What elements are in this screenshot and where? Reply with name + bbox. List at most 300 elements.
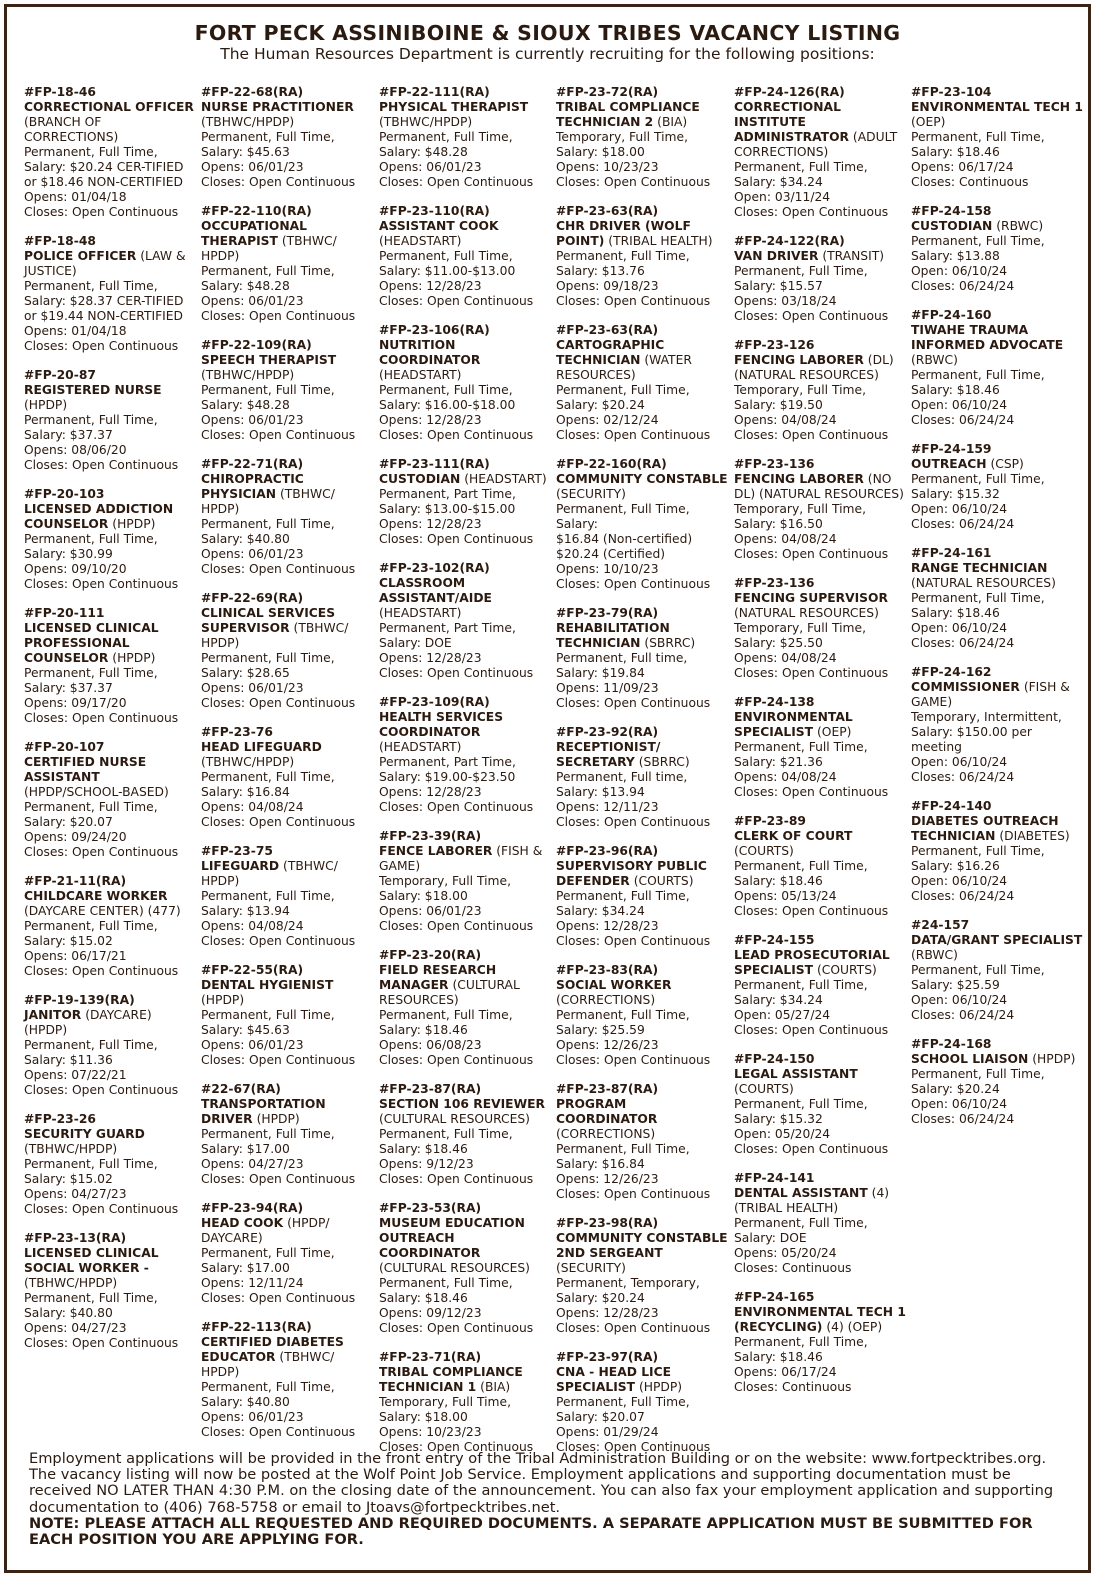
job-listing xyxy=(201,457,373,577)
job-title-line xyxy=(379,963,551,1008)
job-listing xyxy=(24,1231,196,1351)
job-title: FENCING SUPERVISOR xyxy=(734,591,888,605)
job-detail: Permanent, Full time, xyxy=(556,651,688,665)
job-department: (DL) (NATURAL RESOURCES) xyxy=(734,353,894,382)
job-title: MUSEUM EDUCATION OUTREACH COORDINATOR xyxy=(379,1216,525,1260)
job-detail: Salary: $19.50 xyxy=(734,398,823,412)
job-title-line xyxy=(556,100,728,130)
job-listing xyxy=(556,323,728,443)
job-detail: Opens: 07/22/21 xyxy=(24,1068,127,1082)
job-detail: Permanent, Full Time, xyxy=(734,1097,868,1111)
job-detail: Closes: Open Continuous xyxy=(201,934,356,948)
job-detail: Opens: 05/20/24 xyxy=(734,1246,837,1260)
job-detail: Closes: 06/24/24 xyxy=(911,413,1015,427)
job-detail: Salary: $15.02 xyxy=(24,934,113,948)
job-detail: Closes: Open Continuous xyxy=(556,1440,711,1454)
job-department: (DAYCARE) (HPDP) xyxy=(24,1008,152,1037)
job-listing xyxy=(734,695,906,800)
job-detail: Opens: 04/08/24 xyxy=(201,919,304,933)
job-title: CNA - HEAD LICE SPECIALIST xyxy=(556,1365,672,1394)
job-detail: Opens: 06/01/23 xyxy=(201,294,304,308)
job-listing xyxy=(911,918,1083,1023)
job-listing xyxy=(24,993,196,1098)
job-department: (CULTURAL RESOURCES) xyxy=(379,1112,530,1126)
job-detail: Salary: $16.50 xyxy=(734,517,823,531)
job-title: JANITOR xyxy=(24,1008,82,1022)
job-detail: Salary: $15.32 xyxy=(734,1112,823,1126)
job-detail: Opens: 01/04/18 xyxy=(24,324,127,338)
job-detail: Salary: xyxy=(556,517,598,531)
job-department: (TBHWC/ HPDP) xyxy=(201,859,338,888)
job-detail: Opens: 12/28/23 xyxy=(379,785,482,799)
job-detail: Opens: 06/01/23 xyxy=(201,547,304,561)
job-detail: Salary: DOE xyxy=(734,1231,807,1245)
job-detail: Closes: 06/24/24 xyxy=(911,889,1015,903)
job-detail: Opens: 06/01/23 xyxy=(201,160,304,174)
job-detail: Permanent, Full Time, xyxy=(201,383,335,397)
job-listing xyxy=(24,85,196,220)
job-title-line xyxy=(734,249,906,264)
job-code: #FP-23-92(RA) xyxy=(556,725,659,739)
job-listing xyxy=(556,1082,728,1202)
job-detail: Opens: 12/26/23 xyxy=(556,1172,659,1186)
job-detail: Opens: 01/04/18 xyxy=(24,190,127,204)
job-detail: Permanent, Full Time, xyxy=(379,1008,513,1022)
job-detail: Permanent, Full Time, xyxy=(734,859,868,873)
job-listing xyxy=(201,844,373,949)
job-department: (TBHWC/ HPDP) xyxy=(201,487,335,516)
job-title: CHR DRIVER (WOLF POINT) xyxy=(556,219,691,248)
job-detail: Opens: 09/24/20 xyxy=(24,830,127,844)
job-code: #FP-18-46 xyxy=(24,85,96,99)
job-title-line xyxy=(556,978,728,1008)
job-detail: Closes: Open Continuous xyxy=(201,309,356,323)
job-detail: Open: 03/11/24 xyxy=(734,190,831,204)
job-department: (NATURAL RESOURCES) xyxy=(734,606,879,620)
job-detail: Open: 06/10/24 xyxy=(911,755,1008,769)
job-title-line xyxy=(24,755,196,800)
job-code: #FP-22-111(RA) xyxy=(379,85,490,99)
job-listing xyxy=(24,606,196,726)
job-department: (RBWC) xyxy=(911,948,958,962)
job-title-line xyxy=(24,621,196,666)
job-listing xyxy=(379,457,551,547)
job-title-line xyxy=(911,1052,1083,1067)
job-title: COMMISSIONER xyxy=(911,680,1020,694)
job-detail: Salary: $28.37 CER-TIFIED or $19.44 NON-CERTIFIED xyxy=(24,294,184,323)
job-department: (FISH & GAME) xyxy=(911,680,1070,709)
job-title: OUTREACH xyxy=(911,457,987,471)
job-detail: Closes: Open Continuous xyxy=(556,815,711,829)
job-title: HEAD COOK xyxy=(201,1216,284,1230)
job-code: #FP-24-160 xyxy=(911,308,992,322)
job-detail: Salary: $40.80 xyxy=(24,1306,113,1320)
job-title: FENCE LABORER xyxy=(379,844,493,858)
job-title: CHILDCARE WORKER xyxy=(24,889,168,903)
job-listing xyxy=(379,561,551,681)
job-detail: Permanent, Full Time, xyxy=(911,844,1045,858)
job-title-line xyxy=(911,561,1083,591)
job-detail: Opens: 12/28/23 xyxy=(379,651,482,665)
job-detail: Permanent, Full Time, xyxy=(734,978,868,992)
job-department: (TBHWC/HPDP) xyxy=(379,115,473,129)
footer-instructions: Employment applications will be provided in the front entry of the Tribal Administration Building or on the website: www.fortpecktribes.org. The vacancy listing will now be posted at the Wolf Point Job Service. Employment applications and supporting documentation must be received NO LATER THAN 4:30 P.M. on the closing date of the announcement. You can also fax your employment application and supporting documentation to (406) 768-5758 or email to Jtoavs@fortpecktribes.net. xyxy=(29,1450,1054,1516)
job-department: (HEADSTART) xyxy=(464,472,547,486)
job-detail: Closes: Continuous xyxy=(734,1261,852,1275)
job-title: TRIBAL COMPLIANCE TECHNICIAN 1 xyxy=(379,1365,523,1394)
job-detail: Closes: Open Continuous xyxy=(201,696,356,710)
job-code: #FP-23-106(RA) xyxy=(379,323,490,337)
job-detail: Permanent, Full Time, xyxy=(734,1335,868,1349)
job-detail: Temporary, Full Time, xyxy=(556,130,688,144)
job-title-line xyxy=(379,1365,551,1395)
job-code: #FP-20-107 xyxy=(24,740,105,754)
job-code: #FP-23-87(RA) xyxy=(556,1082,659,1096)
job-detail: Opens: 04/08/24 xyxy=(734,532,837,546)
job-title-line xyxy=(556,859,728,889)
page-subtitle: The Human Resources Department is currently recruiting for the following positions: xyxy=(220,45,875,63)
job-code: #FP-22-110(RA) xyxy=(201,204,312,218)
job-detail: Closes: Open Continuous xyxy=(379,294,534,308)
job-detail: Permanent, Full Time, xyxy=(911,472,1045,486)
job-detail: Temporary, Full Time, xyxy=(379,874,511,888)
job-listing xyxy=(379,1350,551,1455)
job-detail: Opens: 06/01/23 xyxy=(201,1038,304,1052)
job-title-line xyxy=(379,710,551,755)
job-listing xyxy=(734,1052,906,1157)
job-detail: Closes: Open Continuous xyxy=(24,1083,179,1097)
job-detail: Permanent, Full Time, xyxy=(556,1395,690,1409)
job-detail: Permanent, Part Time, xyxy=(379,621,516,635)
job-code: #FP-23-39(RA) xyxy=(379,829,482,843)
job-title-line xyxy=(24,383,196,413)
job-department: (LAW & JUSTICE) xyxy=(24,249,186,278)
job-detail: Permanent, Full Time, xyxy=(734,1216,868,1230)
job-column-1 xyxy=(24,85,196,1365)
job-department: (HPDP) xyxy=(1032,1052,1076,1066)
job-title: CORRECTIONAL INSTITUTE ADMINISTRATOR xyxy=(734,100,849,144)
job-detail: Permanent, Full Time, xyxy=(911,130,1045,144)
job-code: #FP-23-20(RA) xyxy=(379,948,482,962)
job-detail: Salary: $18.00 xyxy=(556,145,645,159)
job-detail: Closes: 06/24/24 xyxy=(911,770,1015,784)
job-department: (HPDP) xyxy=(112,517,156,531)
job-detail: Closes: Open Continuous xyxy=(379,1440,534,1454)
job-detail: Opens: 06/01/23 xyxy=(201,1410,304,1424)
job-title: RANGE TECHNICIAN xyxy=(911,561,1048,575)
job-detail: Closes: Open Continuous xyxy=(379,800,534,814)
job-department: (CULTURAL RESOURCES) xyxy=(379,978,520,1007)
job-detail: Salary: $13.00-$15.00 xyxy=(379,502,516,516)
job-detail: Permanent, Full Time, xyxy=(201,1127,335,1141)
job-code: #FP-23-97(RA) xyxy=(556,1350,659,1364)
job-title: FENCING LABORER xyxy=(734,472,864,486)
job-department: (RBWC) xyxy=(911,353,958,367)
job-listing xyxy=(734,1290,906,1395)
job-detail: Open: 06/10/24 xyxy=(911,1097,1008,1111)
job-title-line xyxy=(201,472,373,517)
job-title: CORRECTIONAL OFFICER xyxy=(24,100,194,114)
job-detail: Opens: 06/01/23 xyxy=(379,904,482,918)
job-detail: Closes: Continuous xyxy=(734,1380,852,1394)
job-title-line xyxy=(379,219,551,249)
job-detail: Permanent, Full Time, xyxy=(201,651,335,665)
job-listing xyxy=(911,665,1083,785)
job-title: DENTAL ASSISTANT xyxy=(734,1186,868,1200)
job-listing xyxy=(201,338,373,443)
job-detail: Permanent, Full Time, xyxy=(556,1008,690,1022)
job-listing xyxy=(201,963,373,1068)
job-detail: Salary: $16.84 xyxy=(556,1157,645,1171)
job-code: #FP-23-63(RA) xyxy=(556,204,659,218)
job-title: ENVIRONMENTAL TECH 1 xyxy=(911,100,1083,114)
job-title: ENVIRONMENTAL SPECIALIST xyxy=(734,710,853,739)
job-code: #FP-24-138 xyxy=(734,695,815,709)
job-title-line xyxy=(201,1335,373,1380)
job-detail: Permanent, Full Time, xyxy=(379,249,513,263)
job-detail: Permanent, Full Time, xyxy=(24,1291,158,1305)
job-detail: Open: 06/10/24 xyxy=(911,993,1008,1007)
job-detail: Permanent, Full Time, xyxy=(201,264,335,278)
job-listing xyxy=(24,487,196,592)
job-title-line xyxy=(911,323,1083,368)
job-detail: Salary: $19.84 xyxy=(556,666,645,680)
job-detail: Opens: 9/12/23 xyxy=(379,1157,474,1171)
job-title-line xyxy=(379,1097,551,1127)
job-listing xyxy=(24,1112,196,1217)
job-title-line xyxy=(556,740,728,770)
job-title: CUSTODIAN xyxy=(911,219,993,233)
job-title: PROGRAM COORDINATOR xyxy=(556,1097,658,1126)
job-department: (HPDP) xyxy=(256,1112,300,1126)
job-detail: Salary: $16.84 xyxy=(201,785,290,799)
job-detail: Salary: $18.46 xyxy=(379,1023,468,1037)
job-code: #FP-23-63(RA) xyxy=(556,323,659,337)
job-listing xyxy=(201,85,373,190)
job-code: #FP-22-160(RA) xyxy=(556,457,667,471)
job-column-5 xyxy=(734,85,906,1409)
job-listing xyxy=(556,457,728,592)
job-code: #24-157 xyxy=(911,918,970,932)
job-department: (NATURAL RESOURCES) xyxy=(911,576,1056,590)
job-detail: Salary: $40.80 xyxy=(201,532,290,546)
job-title: SOCIAL WORKER xyxy=(556,978,672,992)
job-department: (TBHWC/HPDP) xyxy=(24,1276,118,1290)
job-detail: Permanent, Temporary, xyxy=(556,1276,700,1290)
job-detail: Closes: Open Continuous xyxy=(734,547,889,561)
job-detail: Closes: Open Continuous xyxy=(734,785,889,799)
job-code: #FP-23-87(RA) xyxy=(379,1082,482,1096)
job-listing xyxy=(379,948,551,1068)
job-listing xyxy=(556,1350,728,1455)
job-detail: Opens: 11/09/23 xyxy=(556,681,659,695)
job-department: (TBHWC/HPDP) xyxy=(201,755,295,769)
job-detail: Closes: Open Continuous xyxy=(201,175,356,189)
job-code: #FP-23-126 xyxy=(734,338,815,352)
job-detail: Opens: 12/28/23 xyxy=(379,517,482,531)
job-detail: Opens: 09/10/20 xyxy=(24,562,127,576)
job-detail: Salary: $20.07 xyxy=(556,1410,645,1424)
job-department: (BRANCH OF CORRECTIONS) xyxy=(24,115,119,144)
job-detail: Salary: $18.46 xyxy=(734,1350,823,1364)
job-code: #FP-22-113(RA) xyxy=(201,1320,312,1334)
job-title: FIELD RESEARCH MANAGER xyxy=(379,963,497,992)
job-detail: Salary: $13.94 xyxy=(201,904,290,918)
job-detail: Opens: 04/08/24 xyxy=(734,413,837,427)
job-code: #FP-23-71(RA) xyxy=(379,1350,482,1364)
job-detail: Open: 06/10/24 xyxy=(911,874,1008,888)
job-department: (HPDP) xyxy=(112,651,156,665)
job-detail: Permanent, Full Time, xyxy=(734,264,868,278)
job-detail: Opens: 10/23/23 xyxy=(379,1425,482,1439)
job-detail: Closes: Open Continuous xyxy=(24,458,179,472)
job-title-line xyxy=(556,1097,728,1142)
job-code: #FP-24-158 xyxy=(911,204,992,218)
job-detail: Closes: Open Continuous xyxy=(556,294,711,308)
job-detail: Permanent, Full Time, xyxy=(379,130,513,144)
job-department: (TBHWC/HPDP) xyxy=(24,1142,118,1156)
job-detail: Salary: $20.24 CER-TIFIED or $18.46 NON-CERTIFIED xyxy=(24,160,184,189)
job-detail: Salary: $34.24 xyxy=(734,993,823,1007)
job-listing xyxy=(556,606,728,711)
job-detail: Permanent, Full time, xyxy=(556,770,688,784)
job-title: DENTAL HYGIENIST xyxy=(201,978,334,992)
job-detail: Closes: 06/24/24 xyxy=(911,1112,1015,1126)
job-title: SECURITY GUARD xyxy=(24,1127,145,1141)
job-code: #FP-22-71(RA) xyxy=(201,457,304,471)
job-title: COMMUNITY CONSTABLE xyxy=(556,472,728,486)
job-detail: Salary: $17.00 xyxy=(201,1142,290,1156)
job-detail: Closes: Open Continuous xyxy=(734,1142,889,1156)
job-detail: Salary: $15.32 xyxy=(911,487,1000,501)
job-title-line xyxy=(734,1067,906,1097)
job-title: CLERK OF COURT xyxy=(734,829,853,843)
job-title-line xyxy=(24,1246,196,1291)
job-listing xyxy=(24,234,196,354)
job-department: (TBHWC/ HPDP) xyxy=(201,1350,335,1379)
job-detail: Permanent, Full Time, xyxy=(24,800,158,814)
job-detail: Closes: Open Continuous xyxy=(556,1187,711,1201)
job-detail: Open: 05/20/24 xyxy=(734,1127,831,1141)
job-title: OCCUPATIONAL THERAPIST xyxy=(201,219,307,248)
job-department: (OEP) xyxy=(816,725,852,739)
job-code: #FP-24-126(RA) xyxy=(734,85,845,99)
job-detail: Open: 06/10/24 xyxy=(911,621,1008,635)
job-detail: Salary: $18.46 xyxy=(734,874,823,888)
job-detail: Closes: Open Continuous xyxy=(379,666,534,680)
job-detail: Closes: Open Continuous xyxy=(24,205,179,219)
job-detail: Closes: 06/24/24 xyxy=(911,517,1015,531)
job-detail: Salary: $37.37 xyxy=(24,681,113,695)
job-code: #FP-23-96(RA) xyxy=(556,844,659,858)
job-title: DATA/GRANT SPECIALIST xyxy=(911,933,1083,947)
job-code: #FP-23-104 xyxy=(911,85,992,99)
job-detail: Closes: Open Continuous xyxy=(379,1172,534,1186)
job-title: ENVIRONMENTAL TECH 1 (RECYCLING) xyxy=(734,1305,906,1334)
job-detail: Opens: 12/28/23 xyxy=(556,919,659,933)
job-title-line xyxy=(201,978,373,1008)
job-title-line xyxy=(24,1127,196,1157)
job-title: LEGAL ASSISTANT xyxy=(734,1067,858,1081)
job-title: CUSTODIAN xyxy=(379,472,461,486)
job-department: (HPDP/ DAYCARE) xyxy=(201,1216,330,1245)
job-code: #FP-23-136 xyxy=(734,457,815,471)
job-department: (HPDP) xyxy=(638,1380,683,1394)
job-detail: Opens: 08/06/20 xyxy=(24,443,127,457)
job-code: #FP-20-103 xyxy=(24,487,105,501)
job-code: #FP-24-162 xyxy=(911,665,992,679)
job-detail: Salary: $16.26 xyxy=(911,859,1000,873)
job-title-line xyxy=(911,933,1083,963)
job-detail: Opens: 04/27/23 xyxy=(24,1321,127,1335)
job-title-line xyxy=(24,100,196,145)
job-detail: Open: 05/27/24 xyxy=(734,1008,831,1022)
job-code: #FP-23-109(RA) xyxy=(379,695,490,709)
job-title-line xyxy=(556,472,728,502)
job-detail: Closes: Open Continuous xyxy=(734,1023,889,1037)
job-detail: Closes: Open Continuous xyxy=(24,577,179,591)
job-detail: Permanent, Full Time, xyxy=(24,413,158,427)
job-detail: Salary: $16.00-$18.00 xyxy=(379,398,516,412)
job-detail: Closes: 06/24/24 xyxy=(911,1008,1015,1022)
job-listing xyxy=(734,85,906,220)
job-listing xyxy=(201,1201,373,1306)
job-column-4 xyxy=(556,85,728,1469)
job-listing xyxy=(24,740,196,860)
job-listing xyxy=(556,204,728,309)
job-code: #FP-23-75 xyxy=(201,844,273,858)
job-detail: Opens: 12/11/24 xyxy=(201,1276,304,1290)
job-code: #FP-24-165 xyxy=(734,1290,815,1304)
job-detail: Salary: $25.59 xyxy=(911,978,1000,992)
job-title: LICENSED CLINICAL PROFESSIONAL COUNSELOR xyxy=(24,621,159,665)
job-title-line xyxy=(201,859,373,889)
job-detail: Salary: $13.88 xyxy=(911,249,1000,263)
job-title-line xyxy=(911,680,1083,710)
job-code: #FP-22-109(RA) xyxy=(201,338,312,352)
job-detail: Opens: 04/27/23 xyxy=(201,1157,304,1171)
job-detail: Salary: $18.46 xyxy=(911,145,1000,159)
job-title-line xyxy=(911,100,1083,130)
job-detail: Salary: $48.28 xyxy=(201,279,290,293)
job-detail: Salary: $45.63 xyxy=(201,145,290,159)
job-column-6 xyxy=(911,85,1083,1141)
job-detail: Closes: 06/24/24 xyxy=(911,279,1015,293)
job-title: COMMUNITY CONSTABLE 2ND SERGEANT xyxy=(556,1231,728,1260)
job-listing xyxy=(201,725,373,830)
job-title: RECEPTIONIST/ SECRETARY xyxy=(556,740,661,769)
job-department: (BIA) xyxy=(657,115,688,129)
job-title: CLASSROOM ASSISTANT/AIDE xyxy=(379,576,492,605)
job-code: #FP-24-159 xyxy=(911,442,992,456)
job-listing xyxy=(201,1320,373,1440)
job-detail: Closes: Open Continuous xyxy=(556,1321,711,1335)
job-title-line xyxy=(379,472,551,487)
job-detail: Permanent, Full Time, xyxy=(201,770,335,784)
job-detail: Closes: Open Continuous xyxy=(556,175,711,189)
job-title: CARTOGRAPHIC TECHNICIAN xyxy=(556,338,665,367)
job-column-3 xyxy=(379,85,551,1469)
job-listing xyxy=(201,1082,373,1187)
job-title: DIABETES OUTREACH TECHNICIAN xyxy=(911,814,1059,843)
job-detail: $16.84 (Non-certified) xyxy=(556,532,693,546)
job-detail: Salary: $18.46 xyxy=(911,606,1000,620)
job-detail: Opens: 06/17/24 xyxy=(911,160,1014,174)
job-title-line xyxy=(734,948,906,978)
job-detail: Permanent, Full Time, xyxy=(24,666,158,680)
job-detail: Opens: 04/08/24 xyxy=(734,651,837,665)
job-title-line xyxy=(201,606,373,651)
